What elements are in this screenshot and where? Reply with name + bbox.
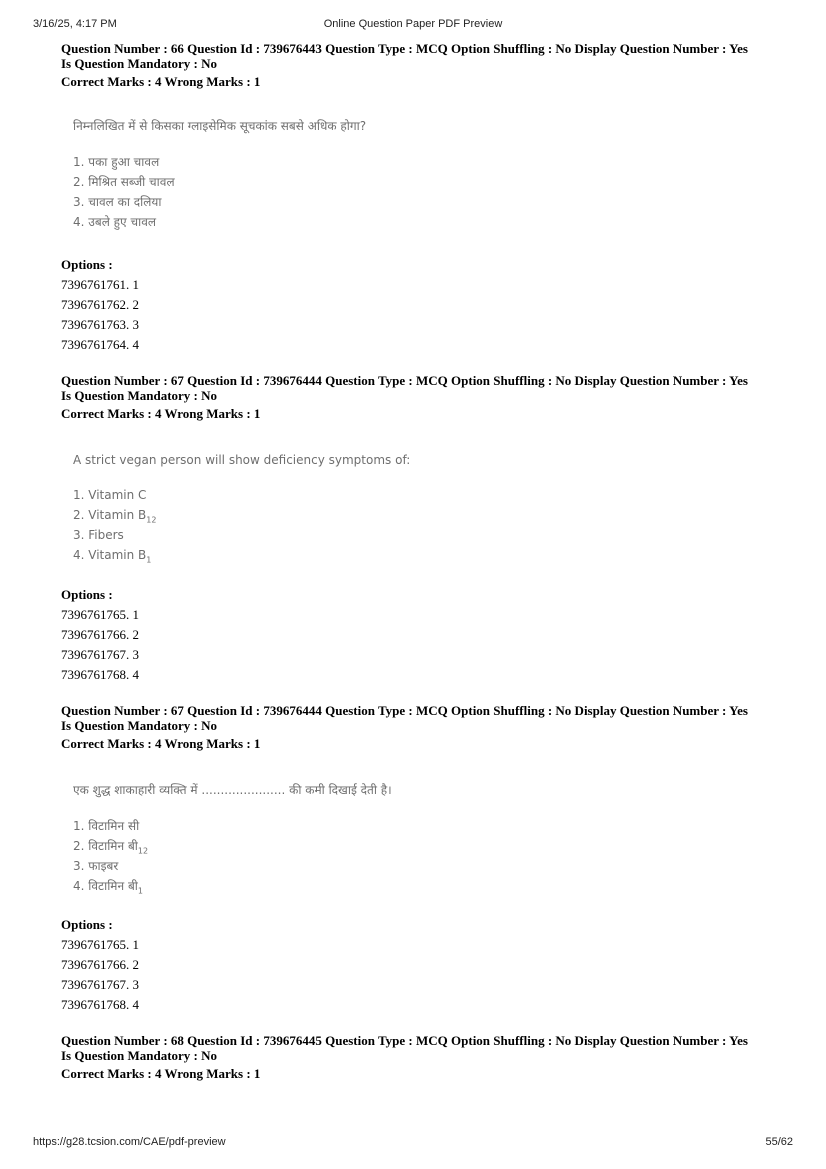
- question-stem: एक शुद्ध शाकाहारी व्यक्ति में ...................... की कमी दिखाई देती है।: [73, 783, 392, 797]
- question-option-text: 1. Vitamin C: [73, 488, 147, 502]
- option-id-line: 7396761761. 1: [61, 277, 139, 292]
- question-option-text: 4. विटामिन बी: [73, 879, 138, 893]
- question-option: [73, 816, 771, 836]
- question-option-text: 3. फाइबर: [73, 859, 119, 873]
- option-id-line: 7396761764. 4: [61, 337, 139, 352]
- question-option: [73, 545, 771, 565]
- question-option-text: 2. विटामिन बी: [73, 839, 138, 853]
- page-number: 55/62: [765, 1136, 793, 1148]
- option-id-line: 7396761767. 3: [61, 977, 139, 992]
- question-option-subscript: 12: [146, 515, 157, 525]
- question-meta-line: Question Number : 67 Question Id : 739676444 Question Type : MCQ Option Shuffling : No Display Question Number : Yes: [61, 373, 748, 388]
- question-image: [73, 453, 771, 587]
- question-paper-content: [61, 41, 771, 1081]
- question-meta: [61, 703, 771, 751]
- question-option: 1. पका हुआ चावल: [73, 155, 160, 169]
- option-id-line: 7396761762. 2: [61, 297, 139, 312]
- question-option-text: 1. विटामिन सी: [73, 819, 140, 833]
- option-id-line: 7396761767. 3: [61, 647, 139, 662]
- question-option: [73, 505, 771, 525]
- print-url: https://g28.tcsion.com/CAE/pdf-preview: [33, 1136, 226, 1148]
- print-title: Online Question Paper PDF Preview: [323, 18, 503, 30]
- question-meta: [61, 41, 771, 89]
- question-option: [73, 836, 771, 856]
- question-mandatory: Is Question Mandatory : No: [61, 1048, 218, 1063]
- question-option: [73, 876, 771, 896]
- question-marks: Correct Marks : 4 Wrong Marks : 1: [61, 74, 261, 89]
- question-option: [73, 485, 771, 505]
- print-footer: [33, 1136, 793, 1152]
- question-meta: [61, 373, 771, 421]
- question-stem: A strict vegan person will show deficiency symptoms of:: [73, 453, 411, 467]
- option-id-line: 7396761766. 2: [61, 957, 139, 972]
- question-option: 4. उबले हुए चावल: [73, 215, 157, 229]
- question-image: [73, 117, 771, 257]
- option-id-line: 7396761768. 4: [61, 667, 139, 682]
- question-mandatory: Is Question Mandatory : No: [61, 388, 218, 403]
- question-block: [61, 703, 771, 1015]
- print-datetime: 3/16/25, 4:17 PM: [33, 18, 117, 30]
- question-meta-line: Question Number : 68 Question Id : 739676445 Question Type : MCQ Option Shuffling : No Display Question Number : Yes: [61, 1033, 748, 1048]
- question-meta-line: Question Number : 67 Question Id : 739676444 Question Type : MCQ Option Shuffling : No Display Question Number : Yes: [61, 703, 748, 718]
- print-header: [33, 18, 793, 34]
- option-id-line: 7396761763. 3: [61, 317, 139, 332]
- question-image: [73, 781, 771, 917]
- options-label: Options :: [61, 257, 113, 272]
- question-option: 3. चावल का दलिया: [73, 195, 162, 209]
- question-mandatory: Is Question Mandatory : No: [61, 718, 218, 733]
- question-option-subscript: 1: [137, 886, 144, 896]
- option-id-line: 7396761765. 1: [61, 607, 139, 622]
- question-meta-line: Question Number : 66 Question Id : 739676443 Question Type : MCQ Option Shuffling : No Display Question Number : Yes: [61, 41, 748, 56]
- question-block: [61, 1033, 771, 1081]
- question-option: [73, 856, 771, 876]
- question-option: 2. मिश्रित सब्जी चावल: [73, 175, 175, 189]
- question-option-subscript: 1: [146, 555, 152, 565]
- question-option-text: 3. Fibers: [73, 528, 124, 542]
- question-option-text: 2. Vitamin B: [73, 508, 147, 522]
- question-mandatory: Is Question Mandatory : No: [61, 56, 218, 71]
- question-option: [73, 525, 771, 545]
- question-option-text: 4. Vitamin B: [73, 548, 147, 562]
- question-block: [61, 373, 771, 685]
- options-label: Options :: [61, 917, 113, 932]
- question-meta: [61, 1033, 771, 1081]
- options-label: Options :: [61, 587, 113, 602]
- question-stem: निम्नलिखित में से किसका ग्लाइसेमिक सूचकांक सबसे अधिक होगा?: [73, 119, 367, 133]
- option-id-line: 7396761766. 2: [61, 627, 139, 642]
- question-marks: Correct Marks : 4 Wrong Marks : 1: [61, 406, 261, 421]
- question-marks: Correct Marks : 4 Wrong Marks : 1: [61, 736, 261, 751]
- question-marks: Correct Marks : 4 Wrong Marks : 1: [61, 1066, 261, 1081]
- option-id-line: 7396761768. 4: [61, 997, 139, 1012]
- option-id-line: 7396761765. 1: [61, 937, 139, 952]
- question-option-subscript: 12: [137, 846, 149, 856]
- question-block: [61, 41, 771, 355]
